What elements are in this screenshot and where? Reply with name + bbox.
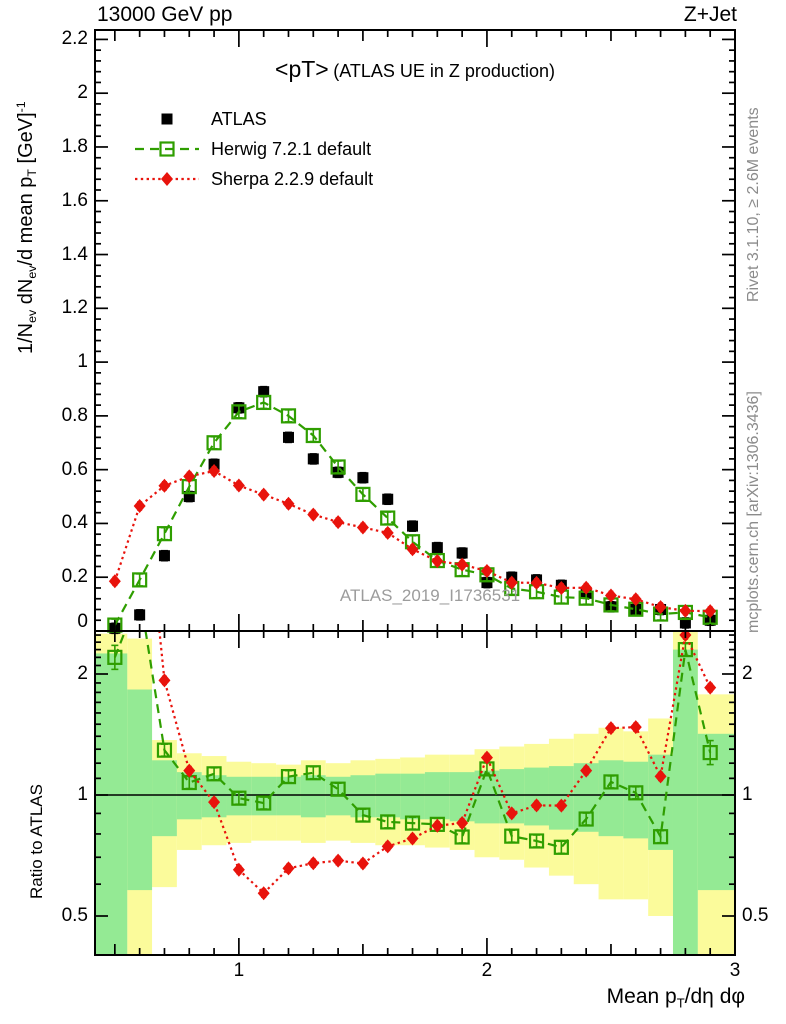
main-y-axis-label-part: ev	[25, 265, 40, 279]
sherpa-point	[605, 589, 617, 603]
sherpa-point	[183, 469, 195, 483]
main-y-tick-label: 1.8	[61, 135, 88, 157]
sherpa-ratio-point	[332, 854, 344, 868]
legend-item-sherpa	[133, 164, 373, 194]
band-bin	[95, 653, 127, 955]
legend	[133, 104, 373, 194]
legend-label-sherpa: Sherpa 2.2.9 default	[211, 168, 374, 189]
mcplots-reference-note: mcplots.cern.ch [arXiv:1306.3436]	[745, 391, 762, 633]
atlas-marker-icon	[133, 106, 201, 132]
plot-title-observable: <pT>	[275, 56, 329, 82]
x-axis-label-part: Mean p	[606, 985, 677, 1008]
main-y-tick-label: 1	[77, 351, 88, 373]
ratio-y-tick-label-right: 1	[742, 784, 753, 805]
sherpa-point	[282, 497, 294, 511]
x-axis-label-part: /dη dφ	[684, 985, 745, 1008]
herwig-marker-icon	[133, 136, 201, 162]
band-bin	[400, 774, 425, 820]
legend-item-herwig	[133, 134, 373, 164]
main-y-axis-label-part: dN	[14, 278, 37, 310]
main-y-tick-label: 1.2	[61, 297, 88, 319]
ratio-y-tick-label-right: 0.5	[742, 905, 769, 926]
sherpa-ratio-point	[704, 681, 716, 695]
atlas-point	[382, 494, 393, 505]
sherpa-point	[382, 526, 394, 540]
x-axis-label-part: T	[676, 995, 685, 1011]
legend-label-atlas: ATLAS	[211, 108, 267, 129]
atlas-point	[283, 432, 294, 443]
main-y-tick-label: 2	[77, 82, 88, 104]
sherpa-ratio-point	[158, 673, 170, 687]
main-y-axis-label-part: ev	[25, 309, 40, 323]
band-bin	[599, 760, 624, 836]
main-y-tick-label: 0.2	[61, 566, 88, 588]
plot-title	[275, 56, 555, 83]
band-bin	[152, 760, 177, 836]
atlas-point	[457, 548, 468, 559]
main-y-axis-label-part: [GeV]	[14, 112, 37, 170]
ratio-y-tick-label: 0.5	[61, 905, 88, 926]
x-tick-label: 2	[481, 960, 493, 981]
x-tick-label: 1	[233, 960, 245, 981]
band-bin	[127, 690, 152, 891]
band-bin	[549, 766, 574, 830]
sherpa-ratio-point	[307, 856, 319, 870]
main-y-axis-label	[14, 101, 39, 354]
atlas-point	[134, 609, 145, 620]
main-y-axis-label-part: -1	[14, 101, 28, 113]
sherpa-point	[332, 515, 344, 529]
atlas-point	[159, 550, 170, 561]
sherpa-ratio-point	[357, 856, 369, 870]
atlas-point	[432, 542, 443, 553]
atlas-point	[308, 453, 319, 464]
rivet-version-note: Rivet 3.1.10, ≥ 2.6M events	[745, 107, 762, 302]
sherpa-point	[481, 564, 493, 578]
sherpa-point	[158, 479, 170, 493]
legend-item-atlas	[133, 104, 373, 134]
ratio-y-axis-label: Ratio to ATLAS	[27, 784, 46, 899]
herwig-legend-sample	[133, 136, 201, 162]
band-bin	[301, 775, 326, 817]
header-beam-energy: 13000 GeV pp	[97, 3, 233, 26]
main-y-tick-label: 2.2	[61, 28, 88, 50]
main-y-tick-label: 0.4	[61, 512, 88, 534]
sherpa-marker-icon	[133, 166, 201, 192]
main-y-tick-label: 0	[77, 611, 88, 632]
main-y-tick-label: 1.6	[61, 189, 88, 211]
ratio-band-green	[95, 650, 735, 955]
sherpa-point	[307, 508, 319, 522]
legend-marker-glyph	[161, 172, 173, 186]
header-process: Z+Jet	[683, 3, 737, 26]
sherpa-ratio-point	[282, 861, 294, 875]
analysis-watermark: ATLAS_2019_I1736531	[339, 586, 521, 605]
main-y-tick-label: 0.8	[61, 404, 88, 426]
band-bin	[673, 650, 698, 955]
main-y-axis-label-part: /d mean p	[14, 176, 37, 266]
atlas-legend-sample	[133, 106, 201, 132]
sherpa-point	[258, 488, 270, 502]
ratio-y-tick-label-right: 2	[742, 663, 753, 684]
sherpa-legend-sample	[133, 166, 201, 192]
main-y-axis-label-part: T	[25, 169, 40, 177]
main-y-tick-label: 0.6	[61, 458, 88, 480]
legend-label-herwig: Herwig 7.2.1 default	[211, 138, 372, 159]
x-axis-label	[607, 985, 745, 1011]
sherpa-point	[109, 574, 121, 588]
plot-title-detail: (ATLAS UE in Z production)	[333, 61, 555, 81]
sherpa-point	[134, 499, 146, 513]
sherpa-point	[233, 479, 245, 493]
atlas-point	[357, 472, 368, 483]
sherpa-point	[357, 520, 369, 534]
x-tick-label: 3	[729, 960, 741, 981]
legend-marker-glyph	[162, 114, 173, 125]
main-y-axis-label-part: 1/N	[14, 322, 37, 354]
ratio-y-tick-label: 2	[77, 663, 88, 684]
atlas-point	[407, 521, 418, 532]
main-y-tick-label: 1.4	[61, 243, 88, 265]
band-bin	[524, 768, 549, 826]
ratio-y-tick-label: 1	[77, 784, 88, 805]
band-bin	[475, 771, 500, 824]
